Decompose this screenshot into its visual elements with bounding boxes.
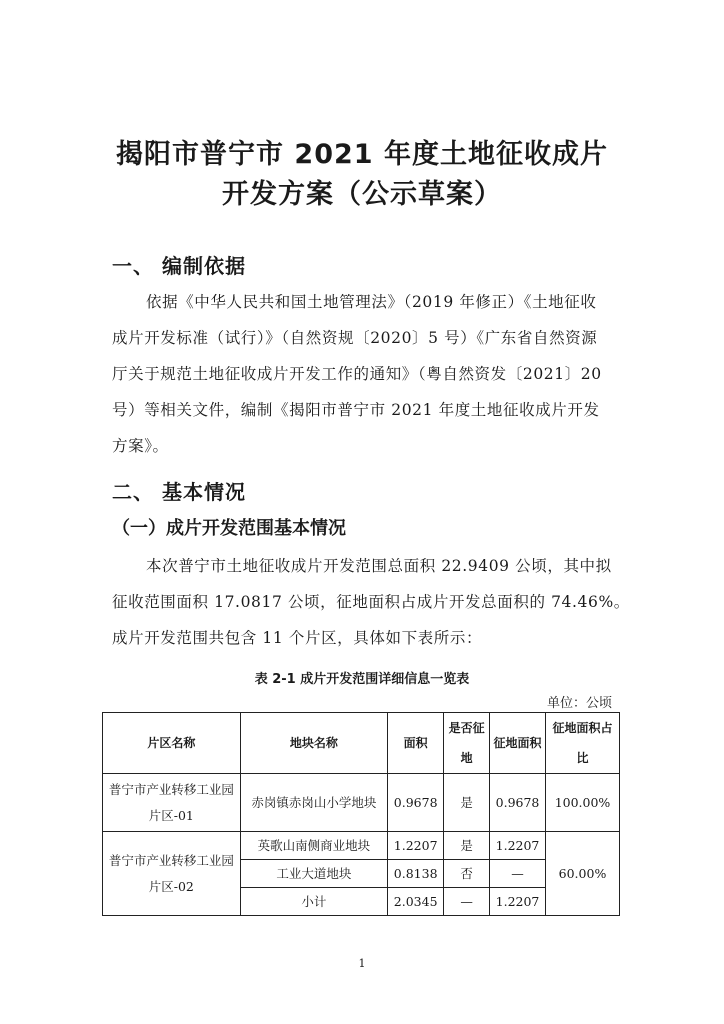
cell-acquire-area: — bbox=[490, 860, 546, 888]
table-row bbox=[103, 774, 620, 832]
cell-acquire-area: 1.2207 bbox=[490, 832, 546, 860]
paragraph-line: 厅关于规范土地征收成片开发工作的通知》（粤自然资发〔2021〕20 bbox=[112, 365, 602, 383]
cell-plot: 赤岗镇赤岗山小学地块 bbox=[240, 774, 388, 832]
header-area: 面积 bbox=[388, 713, 444, 774]
section-heading-basis: 一、 编制依据 bbox=[112, 254, 246, 278]
section-heading-overview: 二、 基本情况 bbox=[112, 480, 246, 504]
cell-area: 2.0345 bbox=[388, 888, 444, 916]
cell-area-name: 普宁市产业转移工业园片区-01 bbox=[103, 774, 241, 832]
cell-ratio: 100.00% bbox=[546, 774, 620, 832]
cell-plot: 工业大道地块 bbox=[240, 860, 388, 888]
paragraph-line: 成片开发范围共包含 11 个片区，具体如下表所示： bbox=[112, 629, 483, 647]
document-title-line2: 开发方案（公示草案） bbox=[222, 179, 502, 210]
cell-area: 1.2207 bbox=[388, 832, 444, 860]
cell-area-name: 普宁市产业转移工业园片区-02 bbox=[103, 832, 241, 916]
cell-is-acquire: 否 bbox=[444, 860, 490, 888]
paragraph-line: 依据《中华人民共和国土地管理法》（2019 年修正）《土地征收 bbox=[146, 293, 597, 311]
subsection-heading: （一）成片开发范围基本情况 bbox=[112, 518, 346, 539]
cell-area: 0.9678 bbox=[388, 774, 444, 832]
header-ratio: 征地面积占比 bbox=[546, 713, 620, 774]
header-acquire-area: 征地面积 bbox=[490, 713, 546, 774]
cell-acquire-area: 0.9678 bbox=[490, 774, 546, 832]
table-header-row bbox=[103, 713, 620, 774]
cell-is-acquire: 是 bbox=[444, 774, 490, 832]
cell-ratio: 60.00% bbox=[546, 832, 620, 916]
document-title-line1: 揭阳市普宁市 2021 年度土地征收成片 bbox=[116, 139, 608, 170]
cell-acquire-area: 1.2207 bbox=[490, 888, 546, 916]
paragraph-line: 方案》。 bbox=[112, 437, 169, 455]
paragraph-line: 号）等相关文件，编制《揭阳市普宁市 2021 年度土地征收成片开发 bbox=[112, 401, 600, 419]
header-plot-name: 地块名称 bbox=[240, 713, 388, 774]
paragraph-line: 征收范围面积 17.0817 公顷，征地面积占成片开发总面积的 74.46%。 bbox=[112, 593, 630, 611]
paragraph-line: 本次普宁市土地征收成片开发范围总面积 22.9409 公顷，其中拟 bbox=[146, 557, 612, 575]
cell-plot: 英歌山南侧商业地块 bbox=[240, 832, 388, 860]
cell-is-acquire: — bbox=[444, 888, 490, 916]
table-unit-label: 单位：公顷 bbox=[546, 696, 612, 711]
header-is-acquire: 是否征地 bbox=[444, 713, 490, 774]
cell-is-acquire: 是 bbox=[444, 832, 490, 860]
cell-plot: 小计 bbox=[240, 888, 388, 916]
table-caption: 表 2-1 成片开发范围详细信息一览表 bbox=[254, 672, 470, 687]
cell-area: 0.8138 bbox=[388, 860, 444, 888]
table-row bbox=[103, 832, 620, 860]
paragraph-line: 成片开发标准（试行）》（自然资规〔2020〕5 号）《广东省自然资源 bbox=[112, 329, 598, 347]
page-number: 1 bbox=[358, 957, 366, 970]
parcel-table bbox=[102, 712, 620, 916]
header-area-name: 片区名称 bbox=[103, 713, 241, 774]
